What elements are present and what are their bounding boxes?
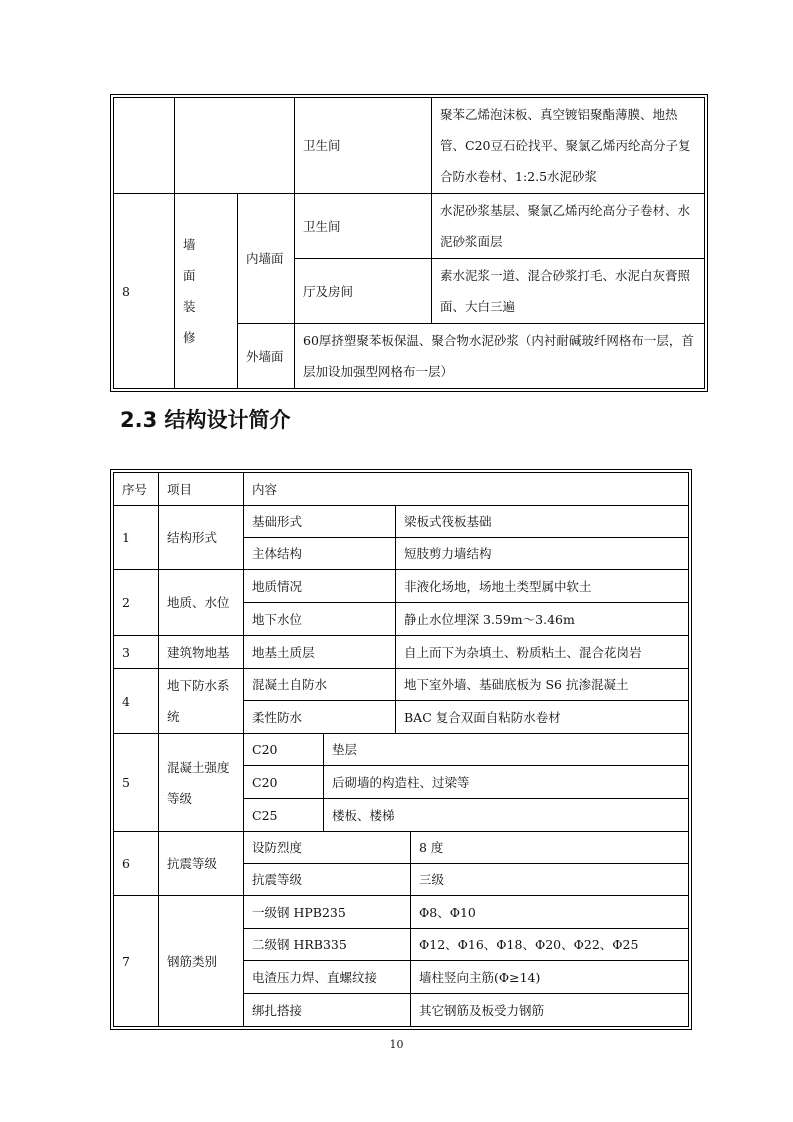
sub-value-cell: Φ12、Φ16、Φ18、Φ20、Φ22、Φ25 xyxy=(411,929,689,961)
sub-value-cell: 地下室外墙、基础底板为 S6 抗渗混凝土 xyxy=(396,669,689,701)
sub-name-cell: 柔性防水 xyxy=(244,701,396,734)
table-row xyxy=(114,636,689,669)
no-cell: 3 xyxy=(114,636,159,669)
item-cell: 建筑物地基 xyxy=(159,636,244,669)
location-cell: 卫生间 xyxy=(295,98,432,194)
item-cell: 地下防水系统 xyxy=(159,669,244,734)
sub-name-cell: 基础形式 xyxy=(244,506,396,538)
sub-name-cell: 地下水位 xyxy=(244,603,396,636)
sub-value-cell: 三级 xyxy=(411,864,689,896)
sub-value-cell: 短肢剪力墙结构 xyxy=(396,538,689,570)
page-number: 10 xyxy=(389,1038,404,1051)
no-cell xyxy=(114,98,175,194)
sub-value-cell: 自上而下为杂填土、粉质粘土、混合花岗岩 xyxy=(396,636,689,669)
sub-value-cell: Φ8、Φ10 xyxy=(411,896,689,929)
interior-wall-label: 内墙面 xyxy=(238,194,295,324)
table-row xyxy=(114,896,689,929)
location-cell: 厅及房间 xyxy=(295,259,432,324)
sub-name-cell: 混凝土自防水 xyxy=(244,669,396,701)
item-cell: 抗震等级 xyxy=(159,832,244,896)
structure-table xyxy=(113,472,689,1027)
finishing-table xyxy=(113,97,705,389)
sub-name-cell: 二级钢 HRB335 xyxy=(244,929,411,961)
no-cell: 2 xyxy=(114,570,159,636)
sub-name-cell: 设防烈度 xyxy=(244,832,411,864)
sub-value-cell: 其它钢筋及板受力钢筋 xyxy=(411,994,689,1027)
sub-name-cell: 绑扎搭接 xyxy=(244,994,411,1027)
sub-name-cell: 一级钢 HPB235 xyxy=(244,896,411,929)
content-cell: 素水泥浆一道、混合砂浆打毛、水泥白灰膏照面、大白三遍 xyxy=(432,259,705,324)
section-heading: 2.3 结构设计简介 xyxy=(120,408,291,432)
table-row xyxy=(114,734,689,766)
header-item: 项目 xyxy=(159,473,244,506)
table-row xyxy=(114,98,705,194)
item-cell xyxy=(175,98,295,194)
table-row xyxy=(114,570,689,603)
sub-value-cell: 墙柱竖向主筋(Φ≥14) xyxy=(411,961,689,994)
no-cell: 5 xyxy=(114,734,159,832)
sub-value-cell: 楼板、楼梯 xyxy=(324,799,689,832)
no-cell: 4 xyxy=(114,669,159,734)
table-row xyxy=(114,832,689,864)
sub-value-cell: 后砌墙的构造柱、过梁等 xyxy=(324,766,689,799)
header-no: 序号 xyxy=(114,473,159,506)
item-cell: 结构形式 xyxy=(159,506,244,570)
table-header-row xyxy=(114,473,689,506)
table-row xyxy=(114,669,689,701)
item-cell: 墙面装修 xyxy=(175,194,238,389)
content-cell: 聚苯乙烯泡沫板、真空镀铝聚酯薄膜、地热管、C20豆石砼找平、聚氯乙烯丙纶高分子复合防水卷材、1:2.5水泥砂浆 xyxy=(432,98,705,194)
location-cell: 卫生间 xyxy=(295,194,432,259)
sub-value-cell: BAC 复合双面自粘防水卷材 xyxy=(396,701,689,734)
sub-name-cell: 抗震等级 xyxy=(244,864,411,896)
table-row xyxy=(114,506,689,538)
sub-value-cell: 静止水位埋深 3.59m～3.46m xyxy=(396,603,689,636)
item-cell: 混凝土强度等级 xyxy=(159,734,244,832)
sub-value-cell: 8 度 xyxy=(411,832,689,864)
content-cell: 水泥砂浆基层、聚氯乙烯丙纶高分子卷材、水泥砂浆面层 xyxy=(432,194,705,259)
table-row xyxy=(114,194,705,259)
sub-name-cell: C20 xyxy=(244,766,324,799)
header-content: 内容 xyxy=(244,473,689,506)
item-cell: 钢筋类别 xyxy=(159,896,244,1027)
content-cell: 60厚挤塑聚苯板保温、聚合物水泥砂浆（内衬耐碱玻纤网格布一层，首层加设加强型网格布一层） xyxy=(295,324,705,389)
sub-value-cell: 非液化场地，场地土类型属中软土 xyxy=(396,570,689,603)
sub-name-cell: 主体结构 xyxy=(244,538,396,570)
sub-value-cell: 垫层 xyxy=(324,734,689,766)
sub-name-cell: C20 xyxy=(244,734,324,766)
sub-name-cell: 地基土质层 xyxy=(244,636,396,669)
item-cell: 地质、水位 xyxy=(159,570,244,636)
no-cell: 8 xyxy=(114,194,175,389)
sub-name-cell: 电渣压力焊、直螺纹接 xyxy=(244,961,411,994)
sub-name-cell: C25 xyxy=(244,799,324,832)
sub-name-cell: 地质情况 xyxy=(244,570,396,603)
exterior-wall-label: 外墙面 xyxy=(238,324,295,389)
no-cell: 6 xyxy=(114,832,159,896)
sub-value-cell: 梁板式筏板基础 xyxy=(396,506,689,538)
no-cell: 1 xyxy=(114,506,159,570)
no-cell: 7 xyxy=(114,896,159,1027)
